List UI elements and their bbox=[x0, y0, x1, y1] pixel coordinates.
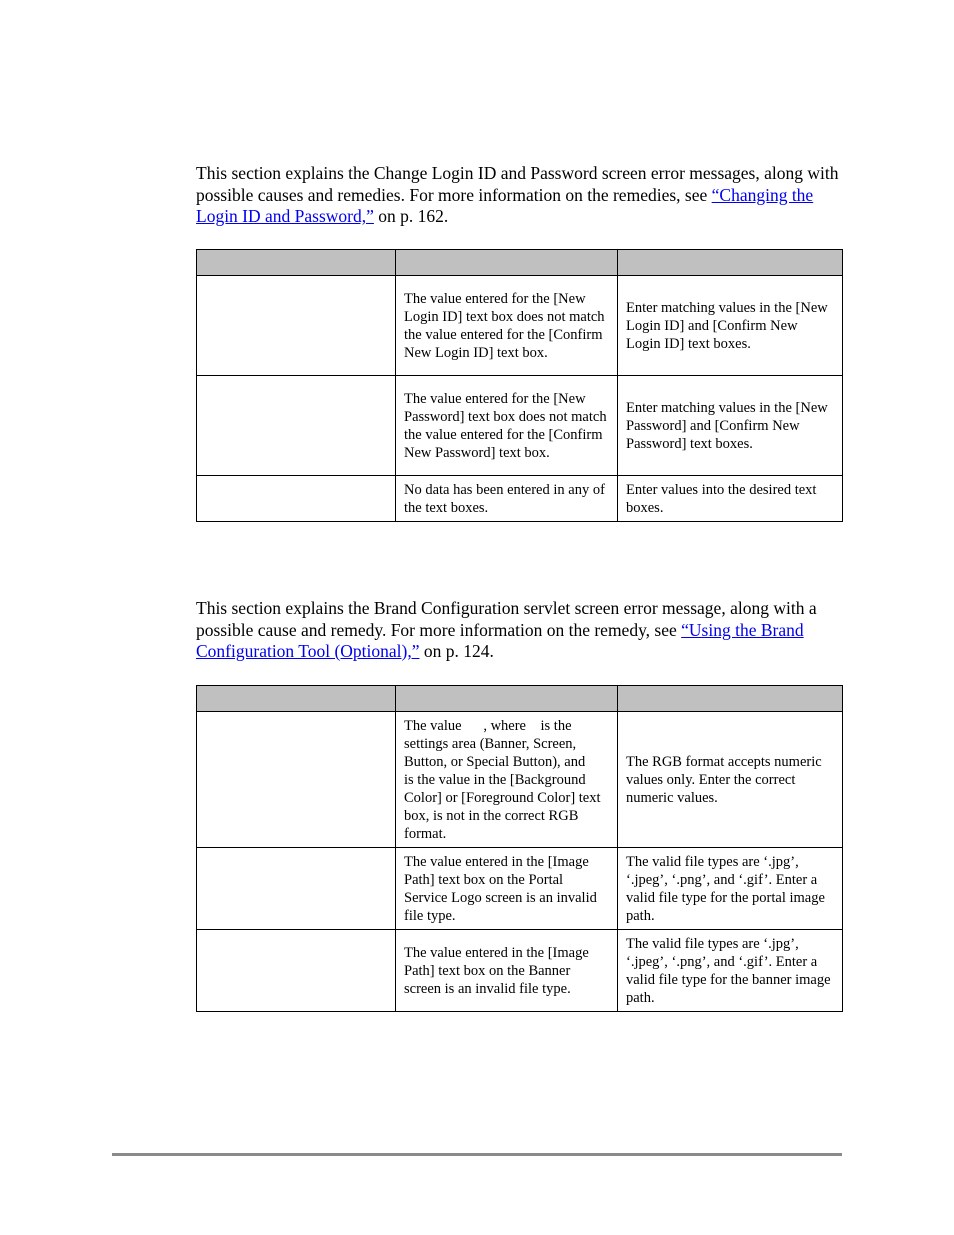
change-login-error-table bbox=[196, 249, 843, 522]
cause-cell: The value entered in the [Image Path] text box on the Portal Service Logo screen is an invalid file type. bbox=[396, 848, 618, 930]
column-header-remedy bbox=[618, 686, 843, 712]
brand-configuration-error-table bbox=[196, 685, 843, 1012]
error-message-cell bbox=[197, 376, 396, 476]
section2-page-reference: on p. 124. bbox=[419, 641, 494, 661]
table-row bbox=[197, 276, 843, 376]
table-header-row bbox=[197, 250, 843, 276]
link-changing-login-id-and-password[interactable]: “Changing the Login ID and Password,” bbox=[196, 184, 814, 226]
cause-cell: The value entered for the [New Password] text box does not match the value entered for the [Confirm New Password] text box. bbox=[396, 376, 618, 476]
section1-intro-text: This section explains the Change Login ID and Password screen error messages, along with possible causes and remedies. For more information on the remedies, see bbox=[196, 163, 839, 205]
table-row bbox=[197, 712, 843, 848]
column-header-remedy bbox=[618, 250, 843, 276]
remedy-cell: The valid file types are ‘.jpg’, ‘.jpeg’, ‘.png’, and ‘.gif’. Enter a valid file type for the portal image path. bbox=[618, 848, 843, 930]
remedy-cell: The valid file types are ‘.jpg’, ‘.jpeg’, ‘.png’, and ‘.gif’. Enter a valid file type for the banner image path. bbox=[618, 930, 843, 1012]
cause-cell: The value entered for the [New Login ID] text box does not match the value entered for the [Confirm New Login ID] text box. bbox=[396, 276, 618, 376]
link-using-brand-configuration-tool[interactable]: “Using the Brand Configuration Tool (Optional),” bbox=[196, 619, 804, 661]
remedy-cell: Enter values into the desired text boxes. bbox=[618, 476, 843, 522]
remedy-cell: Enter matching values in the [New Login ID] and [Confirm New Login ID] text boxes. bbox=[618, 276, 843, 376]
section1-intro-paragraph bbox=[196, 163, 846, 228]
error-message-cell bbox=[197, 848, 396, 930]
cause-cell: The value entered in the [Image Path] text box on the Banner screen is an invalid file type. bbox=[396, 930, 618, 1012]
error-message-cell bbox=[197, 276, 396, 376]
section1-page-reference: on p. 162. bbox=[373, 206, 449, 226]
cause-cell: No data has been entered in any of the text boxes. bbox=[396, 476, 618, 522]
table-row bbox=[197, 376, 843, 476]
table-row bbox=[197, 476, 843, 522]
table-row bbox=[197, 848, 843, 930]
footer-rule bbox=[112, 1153, 842, 1156]
table-header-row bbox=[197, 686, 843, 712]
error-message-cell bbox=[197, 712, 396, 848]
column-header-cause bbox=[396, 250, 618, 276]
column-header-error-message bbox=[197, 250, 396, 276]
section2-intro-paragraph bbox=[196, 598, 846, 663]
remedy-cell: Enter matching values in the [New Password] and [Confirm New Password] text boxes. bbox=[618, 376, 843, 476]
remedy-cell: The RGB format accepts numeric values only. Enter the correct numeric values. bbox=[618, 712, 843, 848]
section2-intro-text: This section explains the Brand Configuration servlet screen error message, along with a possible cause and remedy. For more information on the remedy, see bbox=[196, 598, 817, 640]
column-header-cause bbox=[396, 686, 618, 712]
error-message-cell bbox=[197, 930, 396, 1012]
error-message-cell bbox=[197, 476, 396, 522]
table-row bbox=[197, 930, 843, 1012]
column-header-error-message bbox=[197, 686, 396, 712]
cause-cell: The value , where is the settings area (Banner, Screen, Button, or Special Button), and is the value in the [Background Color] or [Foreground Color] text box, is not in the correct RGB format. bbox=[396, 712, 618, 848]
